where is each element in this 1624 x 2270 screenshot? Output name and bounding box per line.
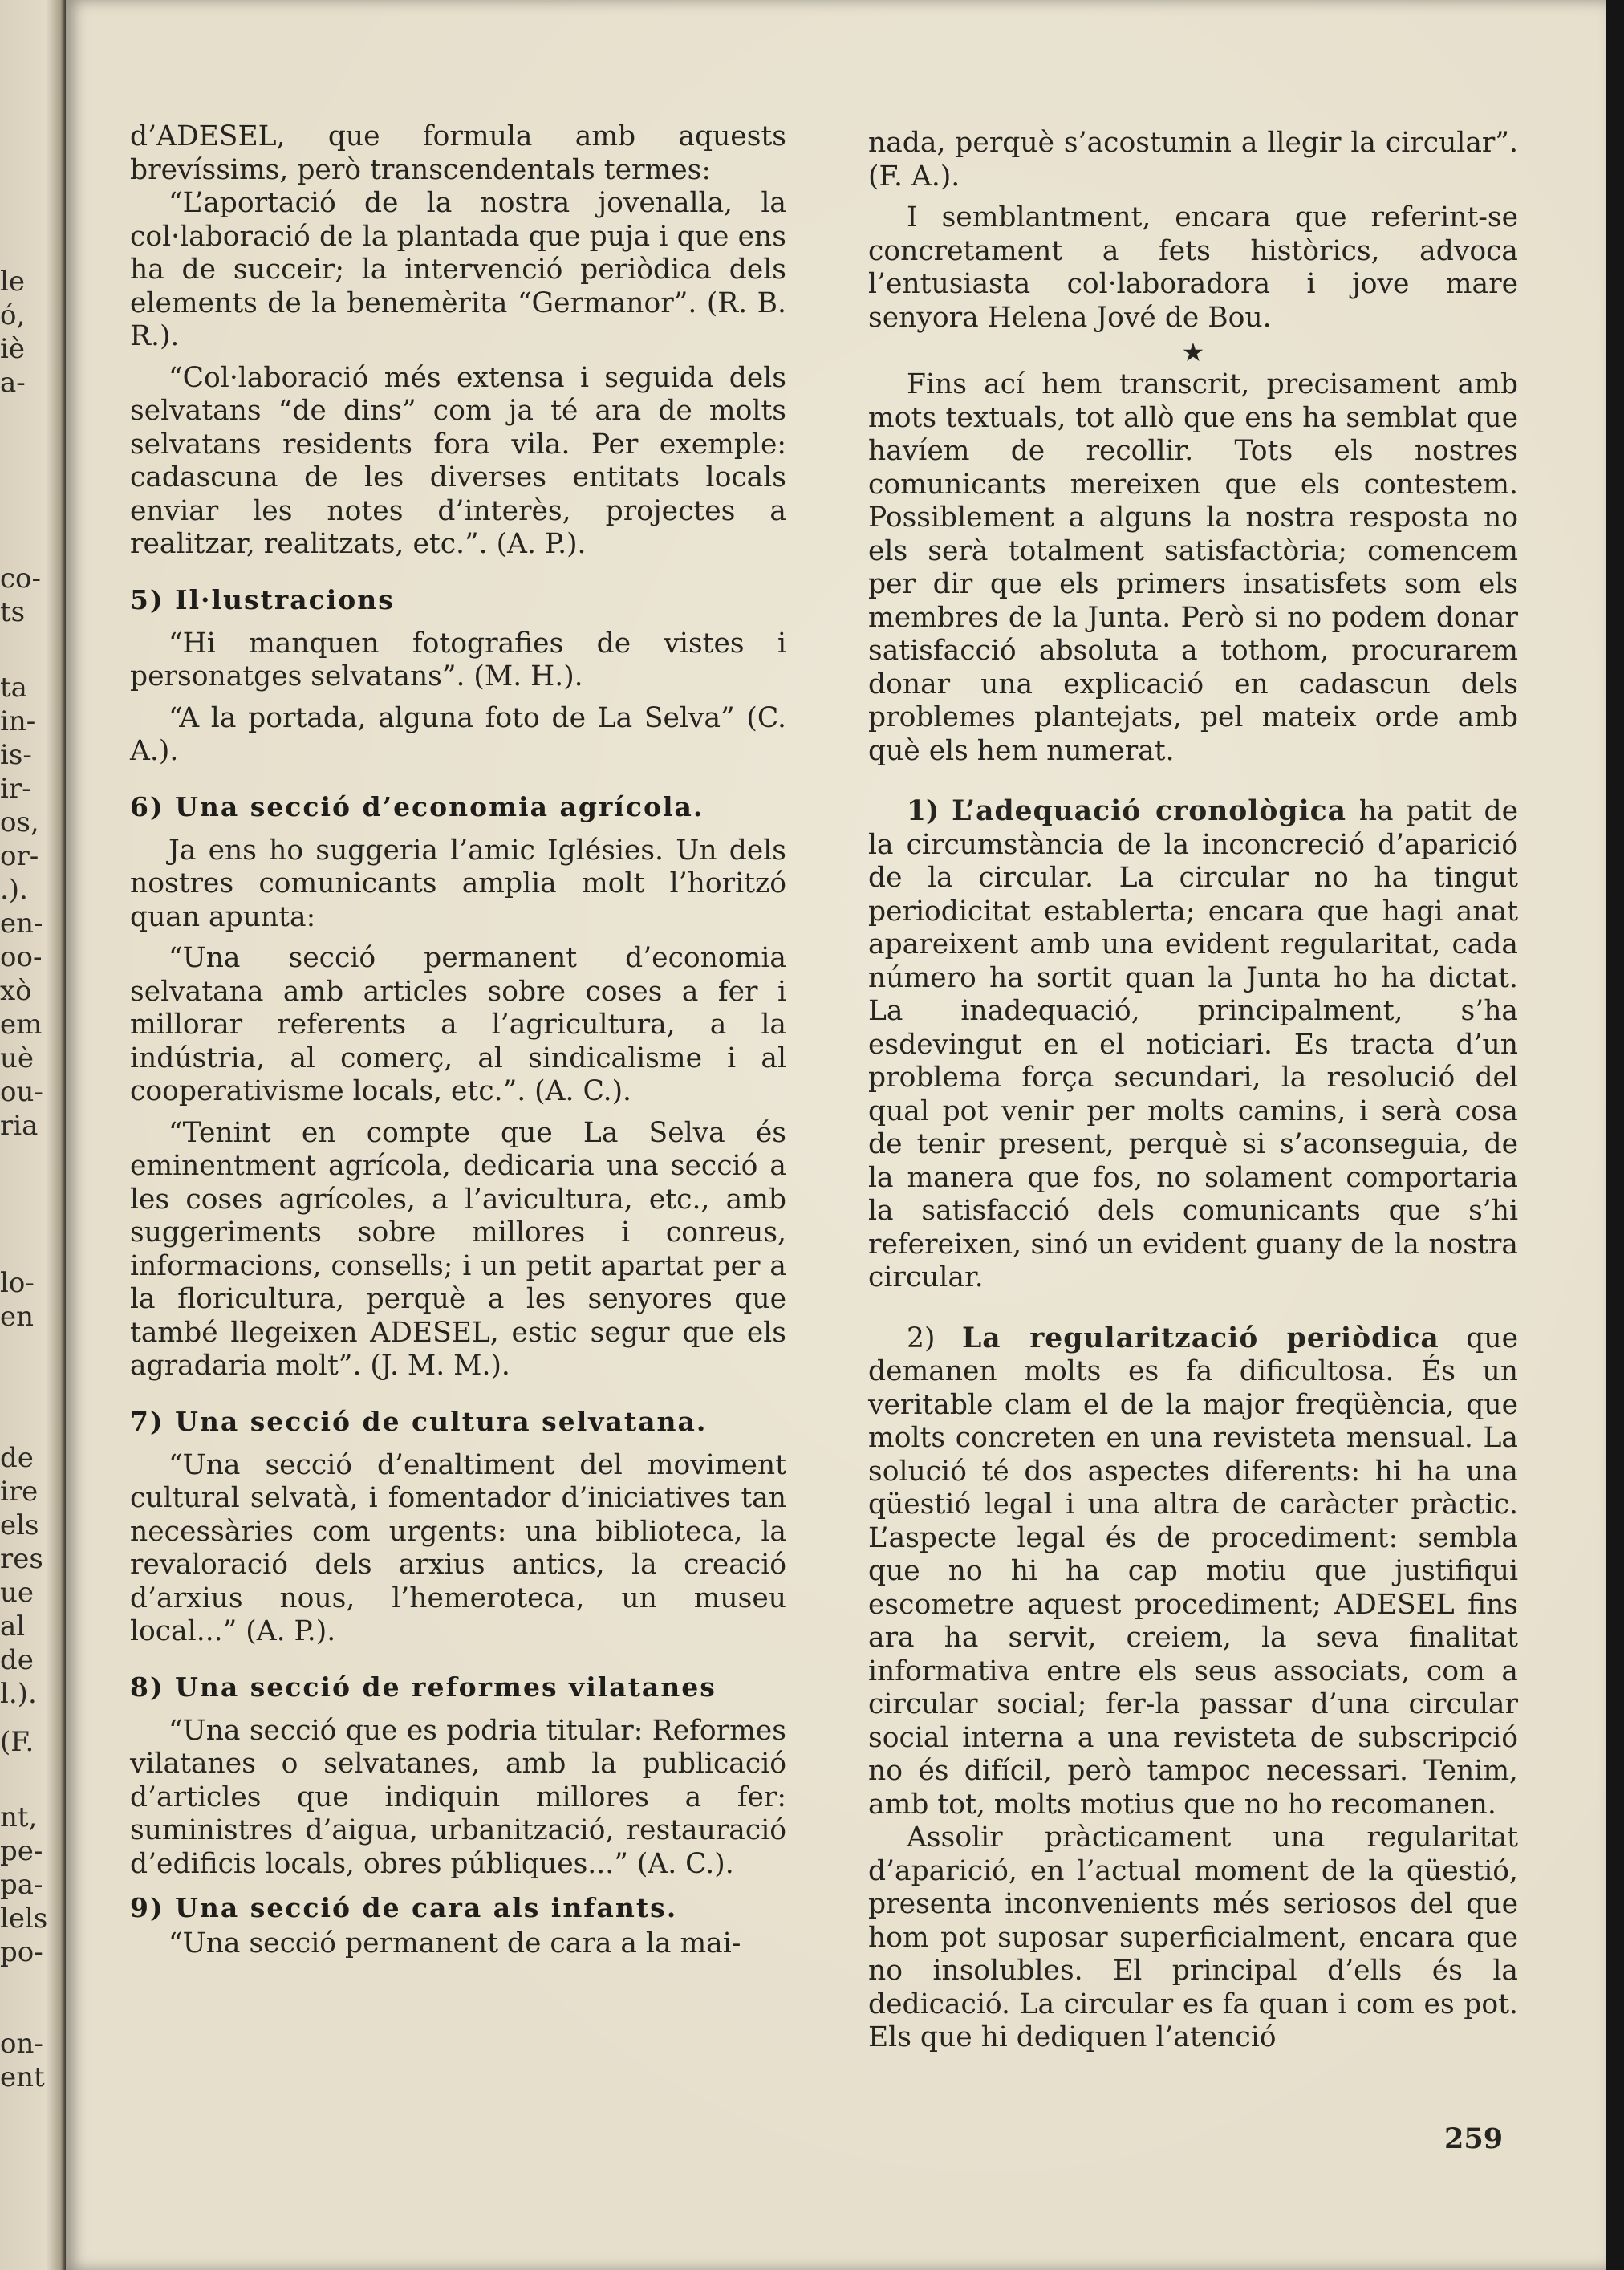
star-separator-icon: ★ [1181, 337, 1205, 368]
facing-page-fragment: ria [0, 1110, 39, 1142]
facing-page-fragment: nt, [0, 1801, 38, 1833]
facing-page-fragment: ir- [0, 773, 31, 805]
spacer [868, 768, 1518, 795]
quote-paragraph: “Una secció que es podria titular: Reformes vilatanes o selvatanes, amb la publicació d’articles que indiquin millores a fer: suministres d’aigua, urbanització, restauració d’edificis locals, obres públiques...” (A. C.). [130, 1714, 786, 1880]
section-heading-illustracions: 5) Il·lustracions [130, 583, 395, 615]
paragraph: I semblantment, encara que referint-se concretament a fets històrics, advoca l’entusiasta col·laboradora i jove mare senyora Helena Jové de Bou. [868, 201, 1518, 334]
item-text: ha patit de la circumstància de la inconcreció d’aparició de la circular. La circular no ha tingut periodicitat establerta; encara que hagi anat apareixent amb una evident regularitat, cada número ha sortit quan la Junta ho ha dictat. La inadequació, principalment, s’ha esdevingut en el noticiari. Es tracta d’un problema força secundari, la resolució del qual pot venir per molts camins, i serà cosa de tenir present, perquè si s’aconseguia, de la manera que fos, no solament comportaria la satisfacció dels comunicants que s’hi refereixen, sinó un evident guany de la nostra circular. [868, 795, 1519, 1293]
facing-page-fragment: els [0, 1509, 39, 1541]
section-heading-economia: 6) Una secció d’economia agrícola. [130, 790, 704, 822]
right-column [868, 127, 1518, 2055]
facing-page-fragment: po- [0, 1936, 43, 1968]
left-column [130, 120, 786, 1961]
facing-page-fragment: os, [0, 806, 39, 839]
facing-page-fragment: ent [0, 2061, 45, 2093]
item-text: que demanen molts es fa dificultosa. És un veritable clam el de la major freqüència, que molts concreten en una revisteta mensual. La solució té dos aspectes diferents: hi ha una qüestió legal i una altra de caràcter pràctic. L’aspecte legal és de procediment: sembla que no hi ha cap motiu que justifiqui escometre aquest procediment; ADESEL fins ara ha servit, creiem, la seva finalitat informativa entre els seus associats, com a circular social; fer-la passar d’una circular social interna a una revisteta de subscripció no és difícil, però tampoc necessari. Tenim, amb tot, molts motius que no ho recomanen. [868, 1322, 1518, 1821]
paragraph: d’ADESEL, que formula amb aquests brevíssims, però transcendentals termes: [130, 120, 786, 186]
paragraph: Ja ens ho suggeria l’amic Iglésies. Un dels nostres comunicants amplia molt l’horitzó quan apunta: [130, 834, 786, 933]
paragraph: Fins ací hem transcrit, precisament amb mots textuals, tot allò que ens ha semblat que havíem de recollir. Tots els nostres comunicants mereixen que els contestem. Possiblement a alguns la nostra resposta no els serà totalment satisfactòria; comencem per dir que els primers insatisfets som els membres de la Junta. Però si no podem donar satisfacció absoluta a tothom, procurarem donar una explicació en cadascun dels problemes plantejats, pel mateix orde amb què els hem numerat. [868, 368, 1518, 767]
facing-page-fragment: a- [0, 367, 26, 399]
facing-page-fragment: ou- [0, 1076, 43, 1108]
facing-page-edge [0, 0, 66, 2270]
document-page [66, 0, 1606, 2270]
facing-page-fragment: res [0, 1543, 43, 1575]
quote-paragraph: “Tenint en compte que La Selva és eminentment agrícola, dedicaria una secció a les coses agrícoles, a l’avicultura, etc., amb suggeriments sobre millores i conreus, informacions, consells; i un petit apartat per a la floricultura, perquè a les senyores que també llegeixen ADESEL, estic segur que els agradaria molt”. (J. M. M.). [130, 1116, 786, 1382]
facing-page-fragment: oo- [0, 941, 43, 973]
quote-paragraph: “Hi manquen fotografies de vistes i personatges selvatans”. (M. H.). [130, 627, 786, 692]
facing-page-fragment: co- [0, 562, 41, 595]
facing-page-fragment: de [0, 1442, 34, 1474]
facing-page-fragment: uè [0, 1042, 35, 1074]
section-heading-reformes: 8) Una secció de reformes vilatanes [130, 1671, 717, 1703]
quote-paragraph: “Una secció d’enaltiment del moviment cultural selvatà, i fomentador d’iniciatives tan necessàries com urgents: una biblioteca, la revaloració dels arxius antics, la creació d’arxius nous, l’hemeroteca, un museu local...” (A. P.). [130, 1448, 786, 1647]
item-number: 1) [907, 795, 940, 827]
page-number: 259 [1444, 2122, 1504, 2155]
facing-page-fragment: ire [0, 1476, 39, 1508]
facing-page-fragment: .). [0, 874, 28, 906]
facing-page-fragment: ue [0, 1577, 35, 1609]
paragraph-regularitzacio [868, 1322, 1518, 1822]
quote-paragraph: “Una secció permanent de cara a la mai- [168, 1927, 741, 1959]
facing-page-fragment: on- [0, 2028, 43, 2060]
facing-page-fragment: ts [0, 596, 26, 628]
facing-page-fragment: de [0, 1644, 34, 1676]
facing-page-fragment: or- [0, 840, 39, 872]
paragraph-adequacio [868, 795, 1518, 1295]
facing-page-fragment: em [0, 1009, 43, 1041]
item-title: L’adequació cronològica [952, 795, 1347, 827]
facing-page-fragment: pa- [0, 1869, 43, 1901]
facing-page-fragment: en- [0, 908, 43, 940]
section-heading-infants: 9) Una secció de cara als infants. [130, 1892, 678, 1923]
item-title: La regularització periòdica [961, 1322, 1439, 1354]
facing-page-fragment: is- [0, 739, 32, 771]
quote-paragraph: “L’aportació de la nostra jovenalla, la col·laboració de la plantada que puja i que ens ha de succeir; la intervenció periòdica dels elements de la benemèrita “Germanor”. (R. B. R.). [130, 187, 786, 352]
quote-paragraph: “Col·laboració més extensa i seguida dels selvatans “de dins” com ja té ara de molts selvatans residents fora vila. Per exemple: cadascuna de les diverses entitats locals enviar les notes d’interès, projectes a realitzar, realitzats, etc.”. (A. P.). [130, 361, 786, 560]
quote-paragraph: “A la portada, alguna foto de La Selva” (C. A.). [130, 701, 786, 767]
facing-page-fragment: en [0, 1301, 35, 1333]
facing-page-fragment: le [0, 266, 25, 298]
facing-page-fragment: in- [0, 705, 36, 737]
facing-page-fragment: ó, [0, 299, 26, 331]
facing-page-fragment: xò [0, 975, 32, 1007]
facing-page-fragment: ta [0, 672, 27, 704]
spacer [868, 1295, 1518, 1322]
facing-page-fragment: lo- [0, 1267, 35, 1299]
quote-paragraph: “Una secció permanent d’economia selvatana amb articles sobre coses a fer i millorar referents a l’agricultura, a la indústria, al comerç, al sindicalisme i al cooperativisme locals, etc.”. (A. C.). [130, 942, 786, 1107]
facing-page-fragment: iè [0, 333, 25, 365]
facing-page-fragment: lels [0, 1902, 48, 1935]
section-heading-cultura: 7) Una secció de cultura selvatana. [130, 1405, 708, 1437]
facing-page-fragment: pe- [0, 1835, 43, 1867]
paragraph: nada, perquè s’acostumin a llegir la circular”. (F. A.). [868, 127, 1518, 193]
facing-page-fragment: (F. [0, 1726, 35, 1758]
paragraph: Assolir pràcticament una regularitat d’aparició, en l’actual moment de la qüestió, presenta inconvenients més seriosos del que hom pot suposar superficialment, encara que no insolubles. El principal d’ells és la dedicació. La circular es fa quan i com es pot. Els que hi dediquen l’atenció [868, 1821, 1518, 2053]
facing-page-fragment: al [0, 1610, 26, 1643]
facing-page-fragment: l.). [0, 1678, 37, 1710]
item-number: 2) [907, 1322, 936, 1354]
